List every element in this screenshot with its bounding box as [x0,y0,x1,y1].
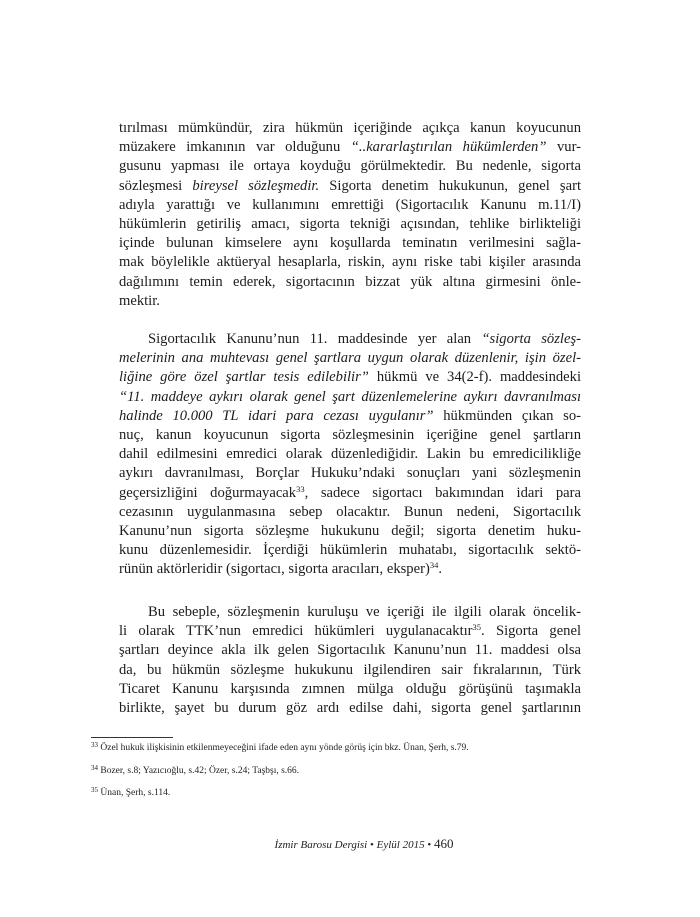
text-line: müzakere imkanının var olduğunu “..kararlaştırılan hükümlerden” vur- [119,139,582,156]
text-line: melerinin ana muhtevası genel şartlara uygun olarak düzenlenir, işin özel- [119,350,581,367]
text-line: dahil edilmesini emredici olarak düzenlediğidir. Lakin bu emredicilikliğe [119,446,581,463]
text-line: hükümlerin getiriliş amacı, sigorta tekniği açısından, tehlike birlikteliği [119,216,581,233]
text-line: nuç, kanun koyucunun sigorta sözleşmesinin içeriğine genel şartların [119,427,581,444]
footnote-ref-34[interactable]: 34 [429,560,439,571]
footnote-separator [91,737,173,738]
text-line: Bu sebeple, sözleşmenin kuruluşu ve içeriği ile ilgili olarak öncelik- [148,604,581,620]
text-line: cezasının uygulanmasına sebep olacaktır. Bunun nedeni, Sigortacılık [119,503,581,520]
text-line: rünün aktörleridir (sigortacı, sigorta aracıları, eksper)$^{34}$. [119,560,442,578]
footnote-ref-33[interactable]: 33 [296,483,305,494]
text-line: Kanunu’nun sigorta sözleşme hukukunu değil; sigorta denetim huku- [119,523,581,540]
text-line: da, bu hükmün sözleşme hukukunu ilgilendiren sair fıkralarının, Türk [119,661,581,678]
footnote-33: $^{33}$ Özel hukuk ilişkisinin etkilenmeyeceğini ifade eden aynı yönde görüş için bkz. Ünan, Şerh, s.79. [91,741,469,753]
body-paragraph-3 [119,603,581,718]
text-line: li olarak TTK’nun emredici hükümleri uygulanacaktır$^{35}$. Sigorta genel [119,622,581,640]
footnote-ref-35[interactable]: 35 [472,622,482,633]
body-paragraph-2 [119,330,581,580]
text-line: dağılımını temin ederek, sigortacının bizzat yük altına girmesini önle- [119,273,581,290]
text-line: tırılması mümkündür, zira hükmün içeriğinde açıkça kanun koyucunun [119,120,581,136]
text-line: içinde bulunan kimselere aynı koşullarda teminatın verilmesini sağla- [119,235,581,252]
footnote-35: $^{35}$ Ünan, Şerh, s.114. [91,786,171,798]
issue-date: Eylül 2015 [376,839,425,851]
text-line: adıyla yarattığı ve kullanımını emrettiği (Sigortacılık Kanunu m.11/I) [119,196,581,213]
text-line: sözleşmesi bireysel sözleşmedir. Sigorta denetim hukukunun, genel şart [119,177,581,194]
text-line: mektir. [119,292,160,309]
journal-name: İzmir Barosu Dergisi [274,839,368,851]
text-line: geçersizliğini doğurmayacak$^{33}$, sadece sigortacı bakımından idari para [119,483,581,501]
text-line: gusunu yapması ile ortaya koyduğu görülmektedir. Bu nedenle, sigorta [119,158,581,175]
text-line: mak böylelikle aktüeryal hesaplarla, riskin, aynı riske tabi kişiler arasında [119,254,581,271]
text-line: Ticaret Kanunu karşısında zımnen mülga olduğu görüşünü taşımakla [119,680,581,697]
text-line: Sigortacılık Kanunu’nun 11. maddesinde yer alan “sigorta sözleş- [148,331,581,347]
page-footer: İzmir Barosu Dergisi • Eylül 2015 • 460 [274,836,454,851]
text-line: kunu düzenlemesidir. İçerdiği hükümlerin muhatabı, sigortacılık sektö- [119,542,581,559]
text-line: aykırı davranılması, Borçlar Hukuku’ndaki sonuçları yani sözleşmenin [119,465,581,482]
text-line: birlikte, şayet bu durum göz ardı edilse dahi, sigorta genel şartlarının [119,700,581,717]
text-line: şartları deyince akla ilk gelen Sigortacılık Kanunu’nun 11. maddesi olsa [119,642,581,659]
text-line: liğine göre özel şartlar tesis edilebilir” hükmü ve 34(2-f). maddesindeki [119,369,581,386]
footnote-34: $^{34}$ Bozer, s.8; Yazıcıoğlu, s.42; Özer, s.24; Taşbşı, s.66. [91,764,300,776]
text-line: halinde 10.000 TL idari para cezası uygulanır” hükmünden çıkan so- [119,407,581,424]
text-line: “11. maddeye aykırı olarak genel şart düzenlemelerine aykırı davranılması [119,388,581,405]
page-number: 460 [433,836,454,851]
body-paragraph-1 [119,119,581,311]
